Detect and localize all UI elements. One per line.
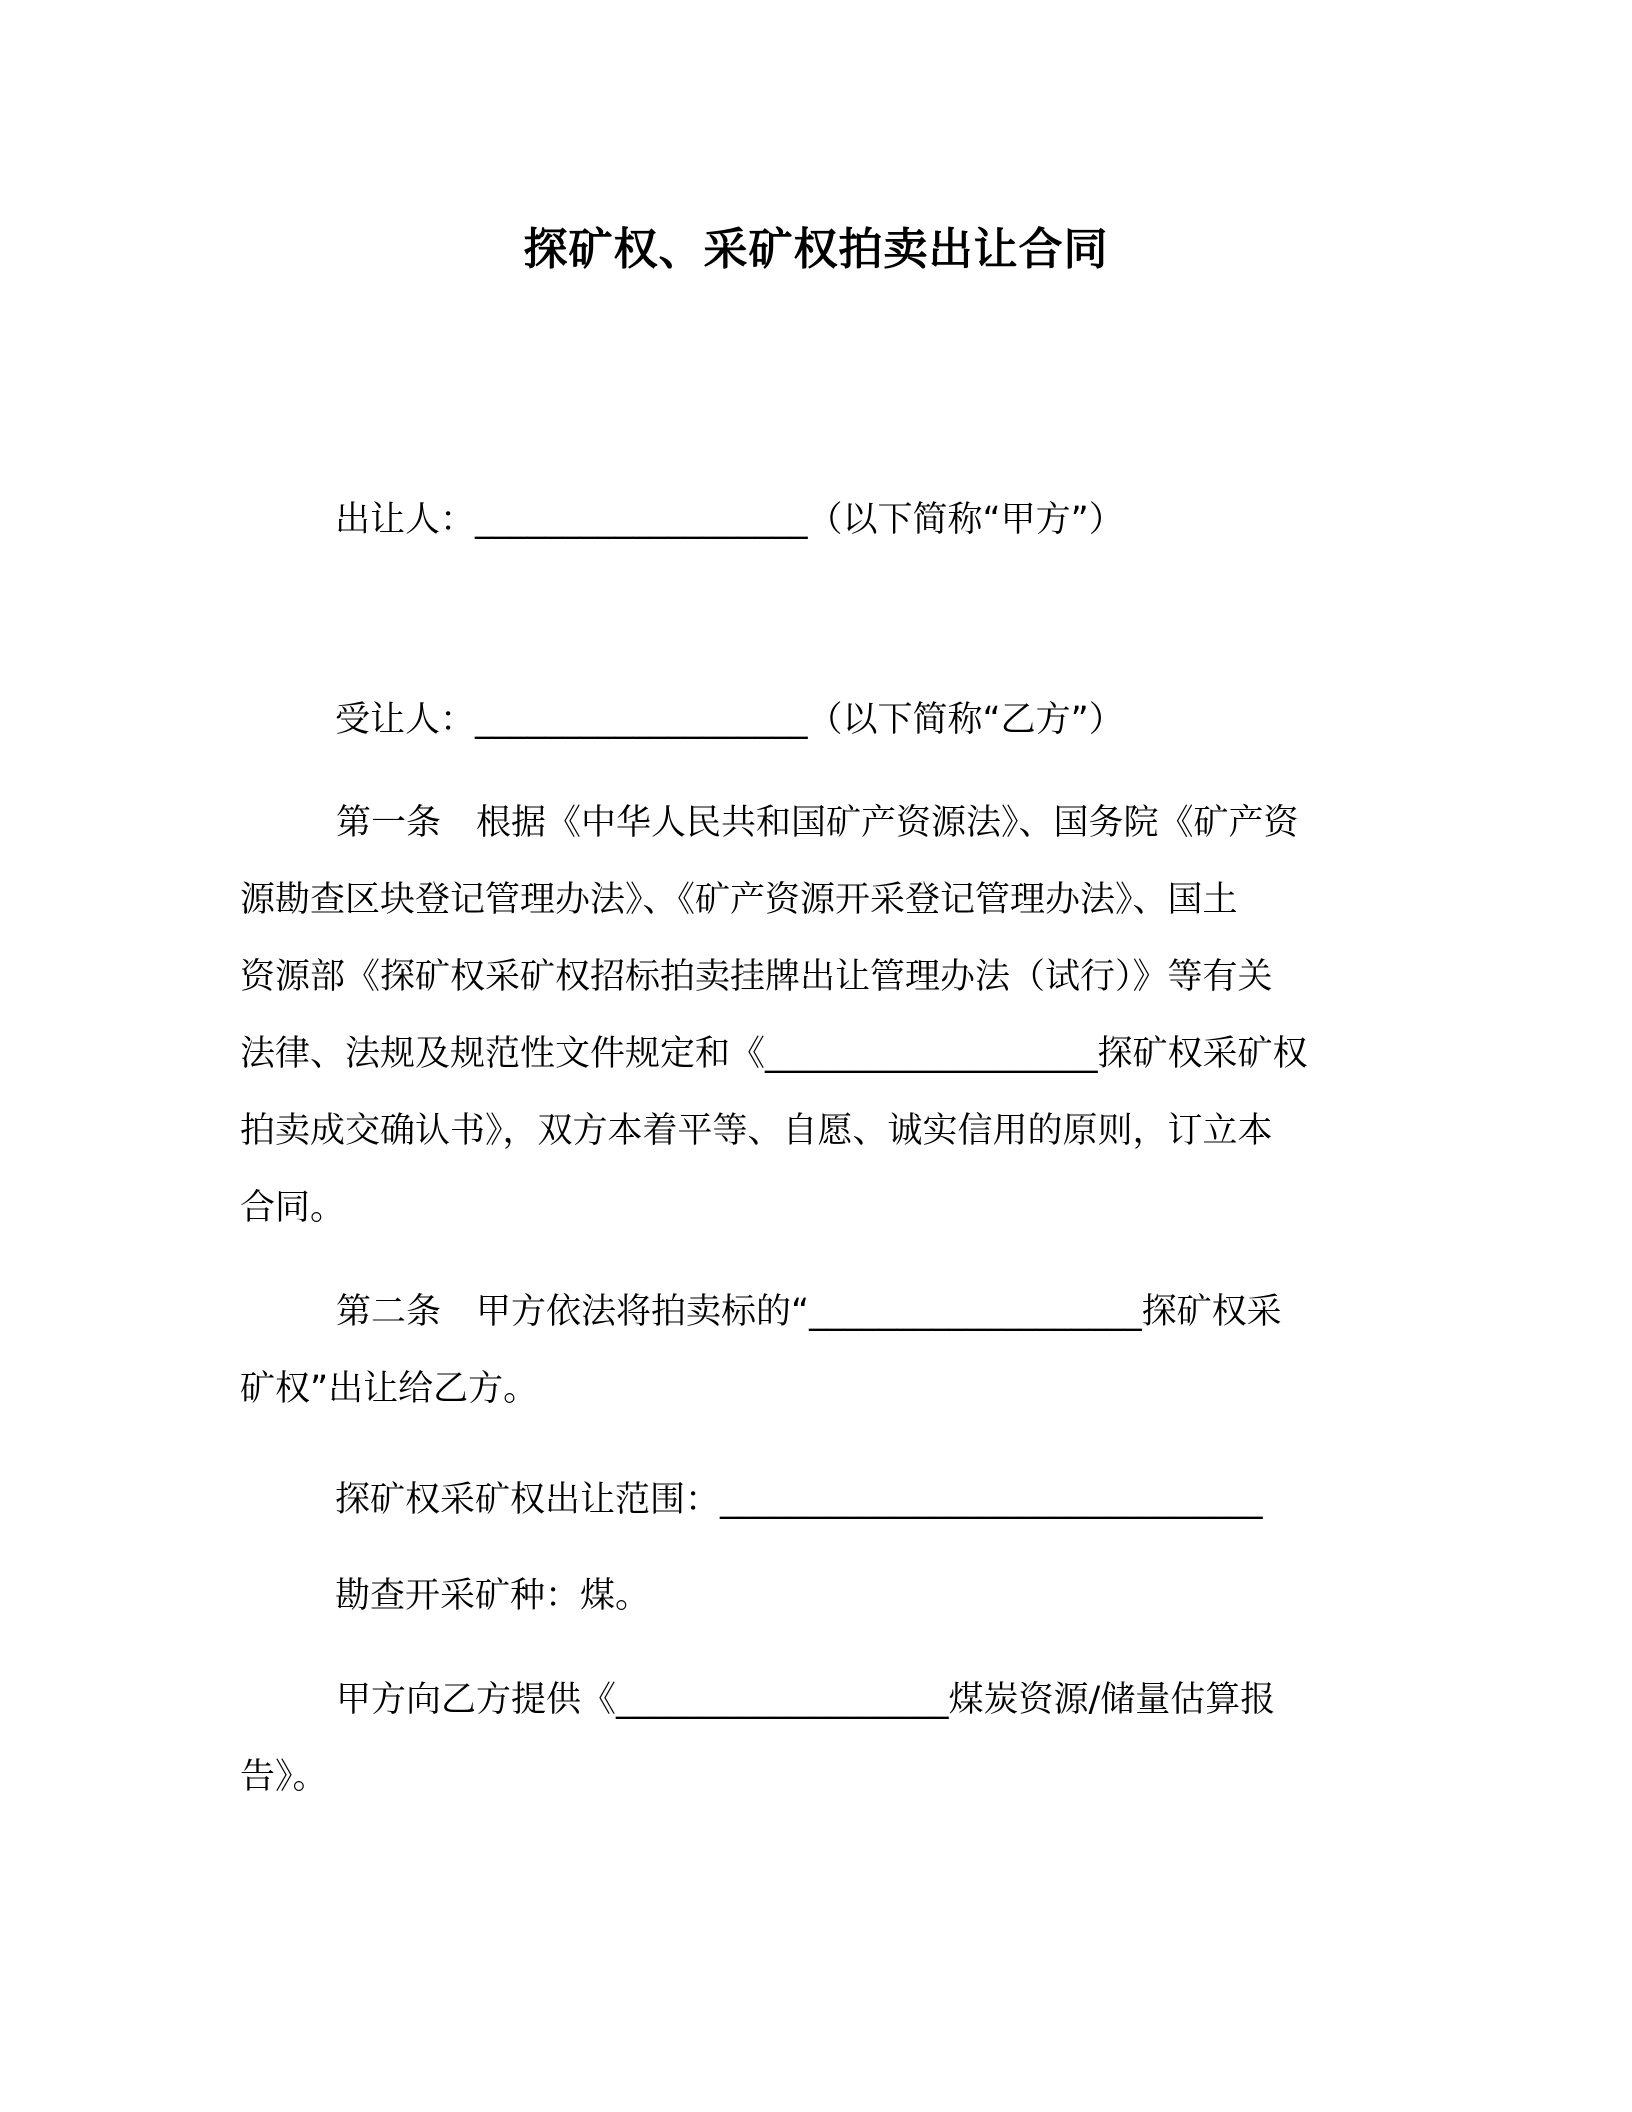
article-1-line: 合同。 [240, 1188, 346, 1228]
transferor-line: 出让人：___________________（以下简称“甲方”） [335, 500, 1124, 540]
scope-line: 探矿权采矿权出让范围：_______________________________ [335, 1480, 1263, 1520]
report-line: 甲方向乙方提供《___________________煤炭资源/储量估算报 [336, 1680, 1276, 1720]
article-2 [240, 1274, 1380, 1428]
article-1-line: 源勘查区块登记管理办法》、《矿产资源开采登记管理办法》、国土 [240, 880, 1238, 920]
article-2-line: 第二条 甲方依法将拍卖标的“___________________探矿权采 [336, 1292, 1282, 1332]
report-line: 告》。 [240, 1757, 328, 1797]
article-2-line: 矿权”出让给乙方。 [240, 1369, 539, 1409]
article-1-line: 资源部《探矿权采矿权招标拍卖挂牌出让管理办法（试行）》等有关 [240, 957, 1273, 997]
mineral-line: 勘查开采矿种：煤。 [335, 1576, 651, 1616]
page-title: 探矿权、采矿权拍卖出让合同 [523, 224, 1109, 275]
article-1-line: 法律、法规及规范性文件规定和《___________________探矿权采矿权 [240, 1034, 1308, 1074]
report-paragraph [240, 1662, 1380, 1816]
transferee-line: 受让人：___________________（以下简称“乙方”） [335, 700, 1124, 740]
article-1-line: 第一条 根据《中华人民共和国矿产资源法》、国务院《矿产资 [336, 803, 1299, 843]
article-1-line: 拍卖成交确认书》，双方本着平等、自愿、诚实信用的原则，订立本 [240, 1111, 1273, 1151]
article-1 [240, 785, 1380, 1247]
